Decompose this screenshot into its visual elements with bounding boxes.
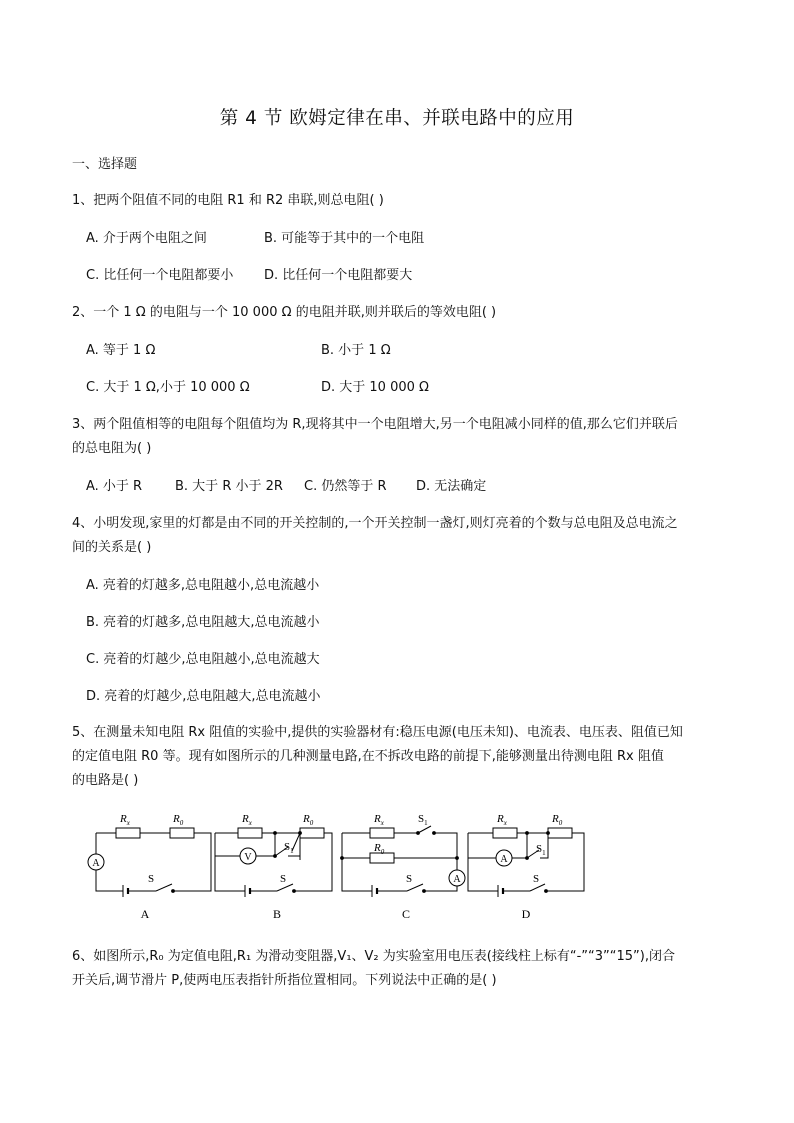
- question-3-option-a: A. 小于 R: [86, 479, 143, 494]
- question-4-stem-line-2: 间的关系是( ): [72, 540, 152, 555]
- question-4-stem-line-1: 4、小明发现,家里的灯都是由不同的开关控制的,一个开关控制一盏灯,则灯亮着的个数与总电阻及总电流之: [72, 516, 678, 531]
- ammeter-letter: A: [500, 854, 508, 865]
- label-s: S: [148, 873, 155, 885]
- question-4-option-c: C. 亮着的灯越少,总电阻越小,总电流越大: [86, 652, 320, 667]
- question-1-option-a: A. 介于两个电阻之间: [86, 231, 207, 246]
- question-4-option-b: B. 亮着的灯越多,总电阻越大,总电流越小: [86, 615, 320, 630]
- resistor-r0: [170, 828, 194, 838]
- question-1-option-c: C. 比任何一个电阻都要小: [86, 268, 234, 283]
- resistor-r0: [300, 828, 324, 838]
- page-title: 第 4 节 欧姆定律在串、并联电路中的应用: [219, 108, 575, 129]
- label-rx: $R_x$: [497, 813, 507, 827]
- switch-icon: [277, 884, 293, 891]
- label-r0: $R_0$: [303, 813, 314, 827]
- label-r0: $R_0$: [173, 813, 184, 827]
- label-rx: $R_x$: [120, 813, 130, 827]
- label-s: S: [406, 873, 413, 885]
- question-6-stem-line-2: 开关后,调节滑片 P,使两电压表指针所指位置相同。下列说法中正确的是( ): [72, 973, 497, 988]
- question-2-option-d: D. 大于 10 000 Ω: [321, 380, 429, 395]
- circuit-b-caption: B: [272, 907, 282, 921]
- question-5-stem-line-1: 5、在测量未知电阻 Rx 阻值的实验中,提供的实验器材有:稳压电源(电压未知)、电流表、电压表、阻值已知: [72, 725, 683, 740]
- label-s: S: [280, 873, 287, 885]
- question-4-option-d: D. 亮着的灯越少,总电阻越大,总电流越小: [86, 689, 321, 704]
- circuit-diagrams: [74, 802, 594, 928]
- question-1-option-b: B. 可能等于其中的一个电阻: [264, 231, 425, 246]
- label-s1: $S_1$: [536, 843, 546, 857]
- circuit-a: [88, 828, 211, 897]
- switch-icon: [530, 884, 545, 891]
- question-1-option-d: D. 比任何一个电阻都要大: [264, 268, 413, 283]
- circuit-d: [468, 828, 584, 897]
- question-3-stem-line-2: 的总电阻为( ): [72, 441, 152, 456]
- circuit-c-caption: C: [401, 907, 411, 921]
- switch-icon: [407, 884, 423, 891]
- resistor-rx: [370, 828, 394, 838]
- switch-icon: [156, 884, 172, 891]
- label-rx: $R_x$: [374, 813, 384, 827]
- question-4-option-a: A. 亮着的灯越多,总电阻越小,总电流越小: [86, 578, 320, 593]
- label-r0: $R_0$: [374, 842, 385, 856]
- question-1-stem: 1、把两个阻值不同的电阻 R1 和 R2 串联,则总电阻( ): [72, 193, 384, 208]
- circuit-a-caption: A: [140, 907, 150, 921]
- label-rx: $R_x$: [242, 813, 252, 827]
- question-6-stem-line-1: 6、如图所示,R₀ 为定值电阻,R₁ 为滑动变阻器,V₁、V₂ 为实验室用电压表(接线柱上标有“-”“3”“15”),闭合: [72, 949, 675, 964]
- resistor-r0: [548, 828, 572, 838]
- switch-s1-icon: [418, 826, 431, 833]
- label-r0: $R_0$: [552, 813, 563, 827]
- circuit-c: [341, 826, 465, 897]
- resistor-rx: [238, 828, 262, 838]
- ammeter-letter: A: [92, 858, 100, 869]
- question-3-option-c: C. 仍然等于 R: [304, 479, 387, 494]
- question-3-option-d: D. 无法确定: [416, 479, 487, 494]
- question-5-stem-line-2: 的定值电阻 R0 等。现有如图所示的几种测量电路,在不拆改电路的前提下,能够测量出待测电阻 Rx 阻值: [72, 749, 664, 764]
- question-2-option-c: C. 大于 1 Ω,小于 10 000 Ω: [86, 380, 250, 395]
- label-s: S: [533, 873, 540, 885]
- question-5-stem-line-3: 的电路是( ): [72, 773, 139, 788]
- label-s1: $S_1$: [284, 841, 294, 855]
- resistor-rx: [116, 828, 140, 838]
- question-2-option-b: B. 小于 1 Ω: [321, 343, 391, 358]
- question-2-option-a: A. 等于 1 Ω: [86, 343, 156, 358]
- label-s1: $S_1$: [418, 813, 428, 827]
- question-2-stem: 2、一个 1 Ω 的电阻与一个 10 000 Ω 的电阻并联,则并联后的等效电阻( ): [72, 305, 497, 320]
- circuit-b: [215, 828, 332, 897]
- resistor-rx: [493, 828, 517, 838]
- circuit-d-caption: D: [521, 907, 531, 921]
- question-3-stem-line-1: 3、两个阻值相等的电阻每个阻值均为 R,现将其中一个电阻增大,另一个电阻减小同样的值,那么它们并联后: [72, 417, 678, 432]
- ammeter-letter: A: [453, 874, 461, 885]
- voltmeter-letter: V: [244, 852, 252, 863]
- section-heading: 一、选择题: [72, 157, 138, 172]
- question-3-option-b: B. 大于 R 小于 2R: [175, 479, 283, 494]
